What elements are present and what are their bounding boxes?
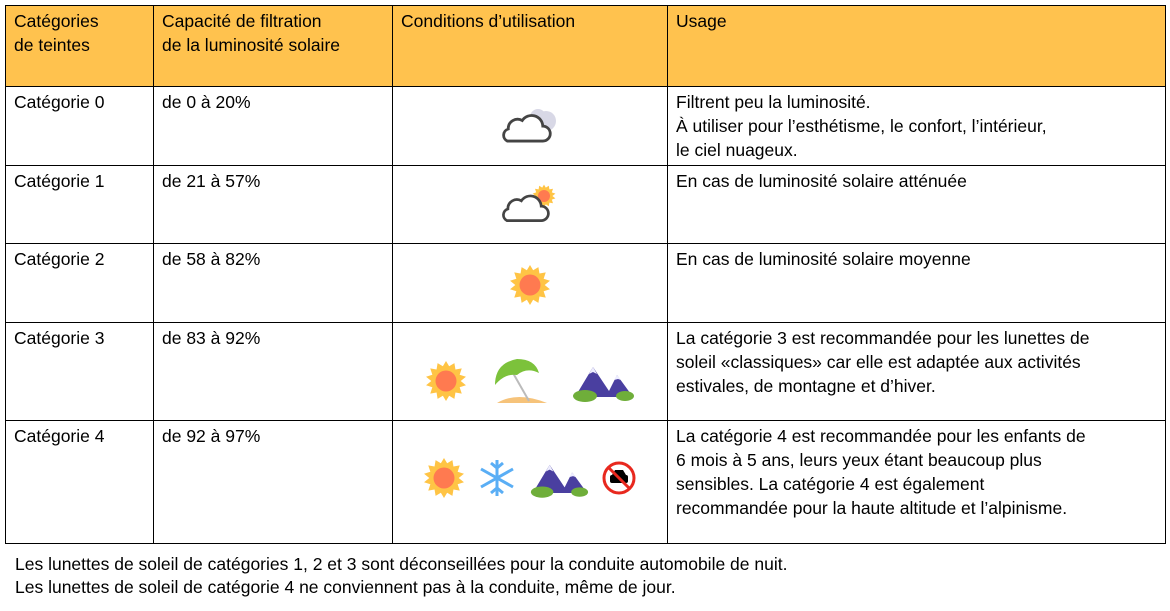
snowflake-icon (477, 458, 517, 498)
tint-categories-table (5, 5, 1166, 544)
sun-icon (425, 360, 467, 402)
usage-cell: La catégorie 3 est recommandée pour les lunettes de soleil «classiques» car elle est adaptée aux activités estivales, de montagne et d’hiver. (668, 323, 1166, 421)
filtration-cell: de 21 à 57% (154, 166, 393, 244)
usage-cell: La catégorie 4 est recommandée pour les enfants de 6 mois à 5 ans, leurs yeux étant beaucoup plus sensibles. La catégorie 4 est également recommandée pour la haute altitude et l’alpinisme. (668, 421, 1166, 544)
usage-cell: En cas de luminosité solaire moyenne (668, 244, 1166, 323)
filtration-cell: de 58 à 82% (154, 244, 393, 323)
category-cell: Catégorie 1 (6, 166, 154, 244)
category-cell: Catégorie 2 (6, 244, 154, 323)
filtration-cell: de 92 à 97% (154, 421, 393, 544)
conditions-cell (393, 323, 668, 421)
conditions-cell (393, 166, 668, 244)
conditions-cell (393, 244, 668, 323)
footnote: Les lunettes de soleil de catégories 1, 2 et 3 sont déconseillées pour la conduite automobile de nuit. (15, 554, 788, 574)
table-row (6, 323, 1166, 421)
footnotes (15, 553, 787, 599)
no-driving-icon (601, 460, 637, 496)
usage-cell: Filtrent peu la luminosité. À utiliser pour l’esthétisme, le confort, l’intérieur, le ciel nuageux. (668, 87, 1166, 166)
cloud-sun-icon (498, 184, 562, 226)
filtration-cell: de 0 à 20% (154, 87, 393, 166)
category-cell: Catégorie 0 (6, 87, 154, 166)
conditions-cell (393, 421, 668, 544)
header-categories: Catégories de teintes (6, 6, 154, 87)
header-row (6, 6, 1166, 87)
table-row (6, 421, 1166, 544)
table-row (6, 87, 1166, 166)
header-conditions: Conditions d’utilisation (393, 6, 668, 87)
category-cell: Catégorie 3 (6, 323, 154, 421)
footnote: Les lunettes de soleil de catégorie 4 ne conviennent pas à la conduite, même de jour. (15, 577, 676, 597)
table-row (6, 244, 1166, 323)
mountain-icon (571, 360, 635, 402)
usage-cell: En cas de luminosité solaire atténuée (668, 166, 1166, 244)
conditions-cell (393, 87, 668, 166)
beach-umbrella-icon (489, 357, 549, 405)
mountain-icon (529, 458, 589, 498)
sun-icon (509, 264, 551, 306)
sun-icon (423, 457, 465, 499)
category-cell: Catégorie 4 (6, 421, 154, 544)
table-row (6, 166, 1166, 244)
filtration-cell: de 83 à 92% (154, 323, 393, 421)
header-usage: Usage (668, 6, 1166, 87)
cloud-icon (498, 105, 562, 147)
header-filtration: Capacité de filtration de la luminosité solaire (154, 6, 393, 87)
